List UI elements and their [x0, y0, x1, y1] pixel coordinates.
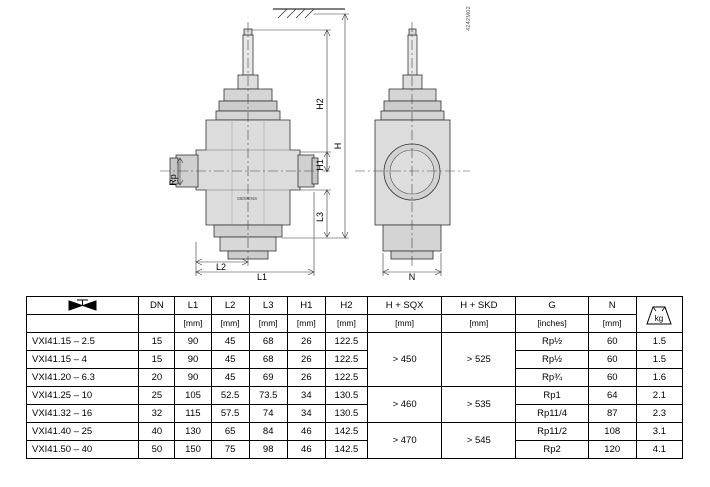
- unit-blank: [27, 315, 139, 333]
- cell-model: VXI41.15 – 4: [27, 351, 139, 369]
- header-h-skd: H + SKD: [442, 297, 516, 315]
- cell-h2: 142.5: [325, 423, 367, 441]
- unit-n: [mm]: [588, 315, 636, 333]
- unit-h-skd: [mm]: [442, 315, 516, 333]
- cell-l3: 68: [249, 333, 287, 351]
- cell-kg: 3.1: [636, 423, 682, 441]
- cell-l2: 45: [211, 333, 249, 351]
- header-h2: H2: [325, 297, 367, 315]
- cell-g: Rp11/4: [516, 405, 588, 423]
- cell-h1: 34: [287, 405, 325, 423]
- cell-model: VXI41.15 – 2.5: [27, 333, 139, 351]
- cell-h1: 46: [287, 441, 325, 459]
- cell-l1: 90: [175, 369, 211, 387]
- cell-h1: 26: [287, 333, 325, 351]
- dim-label-n: N: [408, 272, 416, 282]
- cell-n: 87: [588, 405, 636, 423]
- unit-l1: [mm]: [175, 315, 211, 333]
- table-row: [27, 387, 683, 405]
- cell-l2: 45: [211, 351, 249, 369]
- cell-h2: 122.5: [325, 369, 367, 387]
- table-row: [27, 441, 683, 459]
- cell-n: 60: [588, 369, 636, 387]
- cell-l2: 75: [211, 441, 249, 459]
- table-row: [27, 405, 683, 423]
- cell-h1: 26: [287, 351, 325, 369]
- cell-model: VXI41.20 – 6.3: [27, 369, 139, 387]
- cell-g: Rp1: [516, 387, 588, 405]
- cell-l1: 150: [175, 441, 211, 459]
- cell-h2: 130.5: [325, 405, 367, 423]
- cell-l2: 57.5: [211, 405, 249, 423]
- cell-l3: 68: [249, 351, 287, 369]
- valve-symbol-icon: [27, 297, 139, 315]
- table-header-row-units: [27, 315, 683, 333]
- table-row: [27, 369, 683, 387]
- cell-h-sqx: > 470: [368, 423, 442, 459]
- cell-h2: 122.5: [325, 333, 367, 351]
- cell-n: 108: [588, 423, 636, 441]
- cell-n: 64: [588, 387, 636, 405]
- cell-n: 60: [588, 333, 636, 351]
- dim-label-h2: H2: [315, 98, 325, 110]
- unit-l2: [mm]: [211, 315, 249, 333]
- cell-l1: 90: [175, 333, 211, 351]
- cell-h1: 34: [287, 387, 325, 405]
- cell-l1: 90: [175, 351, 211, 369]
- svg-text:kg: kg: [655, 313, 664, 323]
- header-l2: L2: [211, 297, 249, 315]
- cell-dn: 20: [139, 369, 175, 387]
- header-weight: [636, 297, 682, 333]
- cell-h-skd: > 525: [442, 333, 516, 387]
- unit-l3: [mm]: [249, 315, 287, 333]
- cell-h-skd: > 535: [442, 387, 516, 423]
- cell-kg: 1.6: [636, 369, 682, 387]
- cell-n: 120: [588, 441, 636, 459]
- cell-l3: 98: [249, 441, 287, 459]
- cell-h-sqx: > 450: [368, 333, 442, 387]
- table-row: [27, 423, 683, 441]
- cell-h1: 46: [287, 423, 325, 441]
- dim-label-h1: H1: [315, 159, 325, 171]
- header-l1: L1: [175, 297, 211, 315]
- table-row: [27, 351, 683, 369]
- dim-label-l2: L2: [215, 262, 227, 272]
- cell-l2: 45: [211, 369, 249, 387]
- cell-dn: 50: [139, 441, 175, 459]
- cell-l3: 84: [249, 423, 287, 441]
- cell-model: VXI41.40 – 25: [27, 423, 139, 441]
- table-header-row-labels: [27, 297, 683, 315]
- cell-kg: 4.1: [636, 441, 682, 459]
- cell-kg: 1.5: [636, 351, 682, 369]
- cell-model: VXI41.25 – 10: [27, 387, 139, 405]
- dimensions-table: [26, 296, 683, 459]
- cell-kg: 2.1: [636, 387, 682, 405]
- dim-label-h: H: [333, 142, 343, 150]
- cell-l3: 69: [249, 369, 287, 387]
- cell-l2: 52.5: [211, 387, 249, 405]
- cell-n: 60: [588, 351, 636, 369]
- unit-h-sqx: [mm]: [368, 315, 442, 333]
- cell-g: Rp½: [516, 333, 588, 351]
- header-h-sqx: H + SQX: [368, 297, 442, 315]
- cell-l3: 73.5: [249, 387, 287, 405]
- cell-dn: 15: [139, 333, 175, 351]
- cell-h1: 26: [287, 369, 325, 387]
- cell-l1: 115: [175, 405, 211, 423]
- cell-dn: 15: [139, 351, 175, 369]
- brand-mark: SIEMENS: [236, 196, 258, 201]
- cell-h-skd: > 545: [442, 423, 516, 459]
- header-dn: DN: [139, 297, 175, 315]
- cell-h2: 122.5: [325, 351, 367, 369]
- cell-model: VXI41.50 – 40: [27, 441, 139, 459]
- cell-g: Rp¾: [516, 369, 588, 387]
- cell-h-sqx: > 460: [368, 387, 442, 423]
- cell-dn: 25: [139, 387, 175, 405]
- dim-label-l1: L1: [256, 272, 268, 282]
- header-g: G: [516, 297, 588, 315]
- cell-kg: 2.3: [636, 405, 682, 423]
- cell-l3: 74: [249, 405, 287, 423]
- unit-h1: [mm]: [287, 315, 325, 333]
- unit-h2: [mm]: [325, 315, 367, 333]
- cell-h2: 142.5: [325, 441, 367, 459]
- unit-dn: [139, 315, 175, 333]
- cell-g: Rp½: [516, 351, 588, 369]
- cell-kg: 1.5: [636, 333, 682, 351]
- cell-l1: 105: [175, 387, 211, 405]
- cell-model: VXI41.32 – 16: [27, 405, 139, 423]
- header-n: N: [588, 297, 636, 315]
- dim-label-l3: L3: [315, 211, 325, 223]
- dim-label-rp: Rp: [168, 174, 178, 186]
- dimensions-table-wrap: [26, 296, 683, 459]
- cell-dn: 32: [139, 405, 175, 423]
- cell-l1: 130: [175, 423, 211, 441]
- unit-g: [inches]: [516, 315, 588, 333]
- cell-g: Rp2: [516, 441, 588, 459]
- cell-l2: 65: [211, 423, 249, 441]
- drawing-code-id: 4242M02: [466, 6, 472, 32]
- cell-g: Rp11/2: [516, 423, 588, 441]
- cell-h2: 130.5: [325, 387, 367, 405]
- header-l3: L3: [249, 297, 287, 315]
- header-h1: H1: [287, 297, 325, 315]
- table-row: [27, 333, 683, 351]
- cell-dn: 40: [139, 423, 175, 441]
